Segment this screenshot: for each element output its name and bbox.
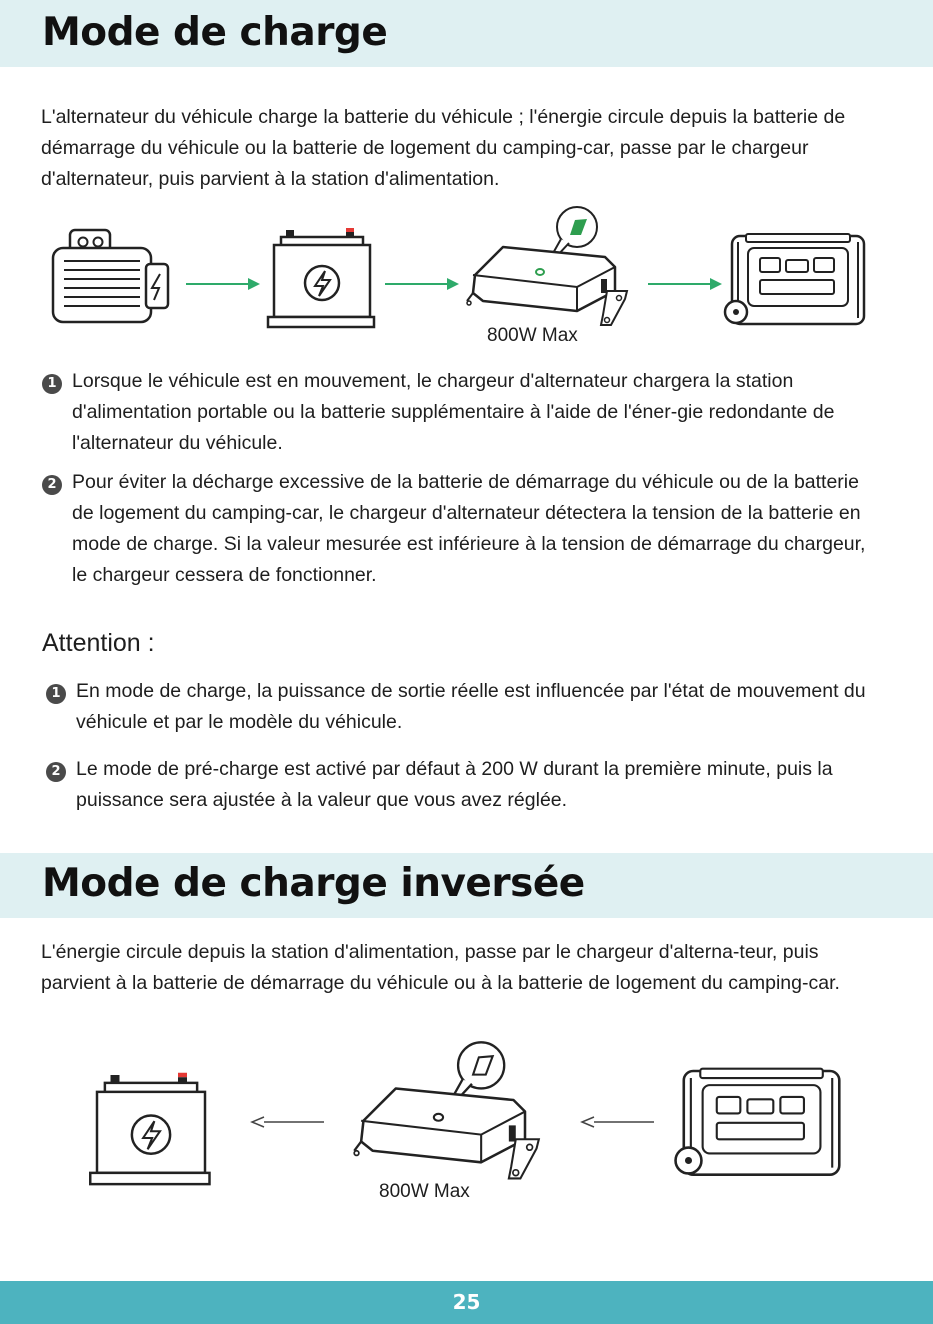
item-number-badge: 1 <box>42 374 62 394</box>
alternator-icon <box>48 228 178 328</box>
attention-item: En mode de charge, la puissance de sortie réelle est influencée par l'état de mouvement du véhicule et par le modèle du véhicule. <box>76 680 866 733</box>
arrow-left-icon <box>580 1114 654 1130</box>
list-item: Pour éviter la décharge excessive de la batterie de démarrage du véhicule ou de la batterie de logement du camping-car, le chargeur d'alternateur détectera la tension de la batterie en mode de charge. Si la valeur mesurée est inférieure à la tension de démarrage du chargeur, le chargeur cessera de fonctionner. <box>72 471 866 586</box>
power-station-icon <box>672 1066 844 1182</box>
attention-heading: Attention : <box>42 629 155 657</box>
arrow-left-icon <box>250 1114 324 1130</box>
page-number: 25 <box>452 1290 481 1314</box>
alternator-charger-icon <box>465 205 635 335</box>
section-header-band <box>0 0 933 67</box>
section-title: Mode de charge inversée <box>42 861 585 906</box>
list-item: Lorsque le véhicule est en mouvement, le chargeur d'alternateur chargera la station d'alimentation portable ou la batterie supplémentaire à l'aide de l'éner-gie redondante de l'alternateur du véhicule. <box>72 370 835 454</box>
alternator-charger-icon <box>350 1040 550 1190</box>
intro-paragraph: L'alternateur du véhicule charge la batterie du véhicule ; l'énergie circule depuis la batterie de démarrage du véhicule ou la batterie de logement du camping-car, passe par le chargeur d'alternateur, puis parvient à la station d'alimentation. <box>41 106 846 190</box>
car-battery-icon <box>266 226 378 330</box>
power-station-icon <box>722 232 868 330</box>
diagram-caption: 800W Max <box>379 1181 470 1202</box>
attention-number-badge: 2 <box>46 762 66 782</box>
arrow-right-icon <box>186 276 261 292</box>
section-header-band <box>0 853 933 918</box>
attention-item: Le mode de pré-charge est activé par défaut à 200 W durant la première minute, puis la puissance sera ajustée à la valeur que vous avez réglée. <box>76 758 833 811</box>
arrow-right-icon <box>648 276 723 292</box>
item-number-badge: 2 <box>42 475 62 495</box>
section-title: Mode de charge <box>42 10 388 55</box>
diagram-caption: 800W Max <box>487 325 578 346</box>
intro-paragraph: L'énergie circule depuis la station d'alimentation, passe par le chargeur d'alterna-teur, puis parvient à la batterie de démarrage du véhicule ou à la batterie de logement du camping-car. <box>41 941 840 994</box>
page-footer <box>0 1281 933 1324</box>
arrow-right-icon <box>385 276 460 292</box>
attention-number-badge: 1 <box>46 684 66 704</box>
car-battery-icon <box>88 1068 214 1190</box>
